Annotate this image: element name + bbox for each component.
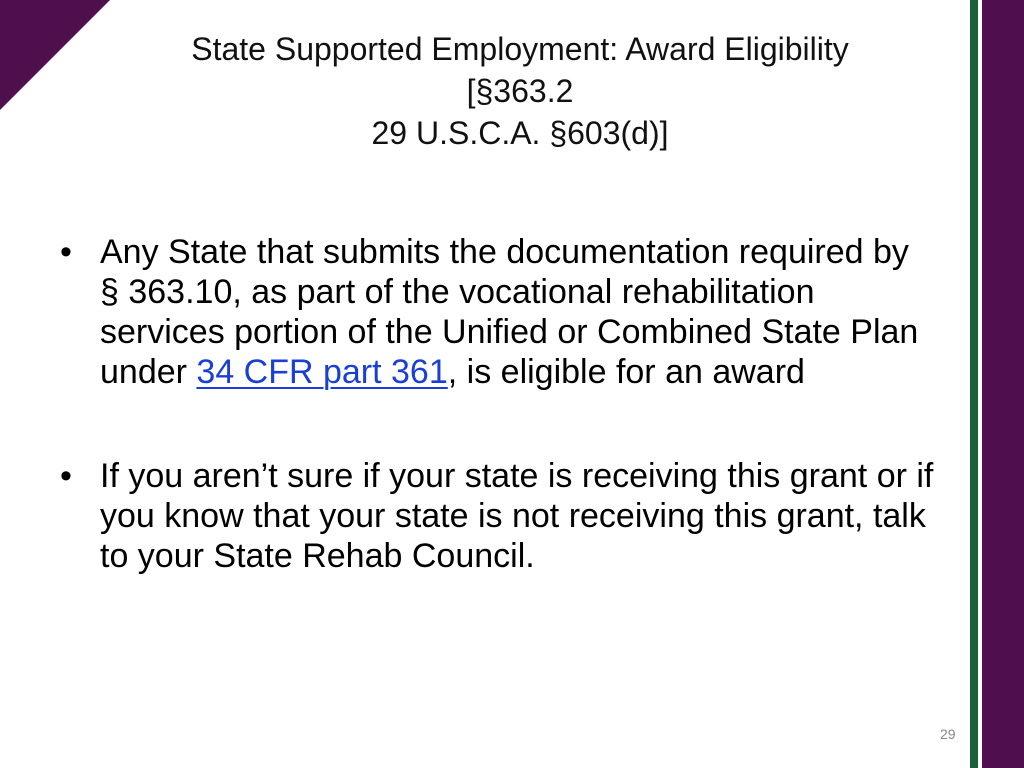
- right-stripe-purple: [982, 0, 1024, 768]
- bullet-item: [56, 232, 936, 392]
- bullet-icon: •: [60, 457, 72, 495]
- title-line: State Supported Employment: Award Eligibility: [191, 31, 849, 67]
- slide-title: [120, 28, 920, 154]
- bullet-text: , is eligible for an award: [447, 353, 805, 391]
- right-stripe-green: [970, 0, 978, 768]
- title-line: 29 U.S.C.A. §603(d)]: [371, 115, 669, 151]
- cfr-part-361-link[interactable]: 34 CFR part 361: [196, 353, 448, 391]
- corner-decoration: [0, 0, 110, 110]
- bullet-text: If you aren’t sure if your state is receiving this grant or if you know that your state is not receiving this grant, talk to your State Rehab Council.: [100, 457, 934, 575]
- bullet-icon: •: [60, 233, 72, 271]
- page-number: 29: [940, 726, 956, 742]
- bullet-text: Any State that submits the documentation required by § 363.10, as part of the vocational rehabilitation services portion of the Unified or Combined State Plan under: [100, 233, 919, 391]
- title-line: [§363.2: [466, 73, 574, 109]
- slide-body: [56, 232, 936, 640]
- bullet-item: [56, 456, 936, 576]
